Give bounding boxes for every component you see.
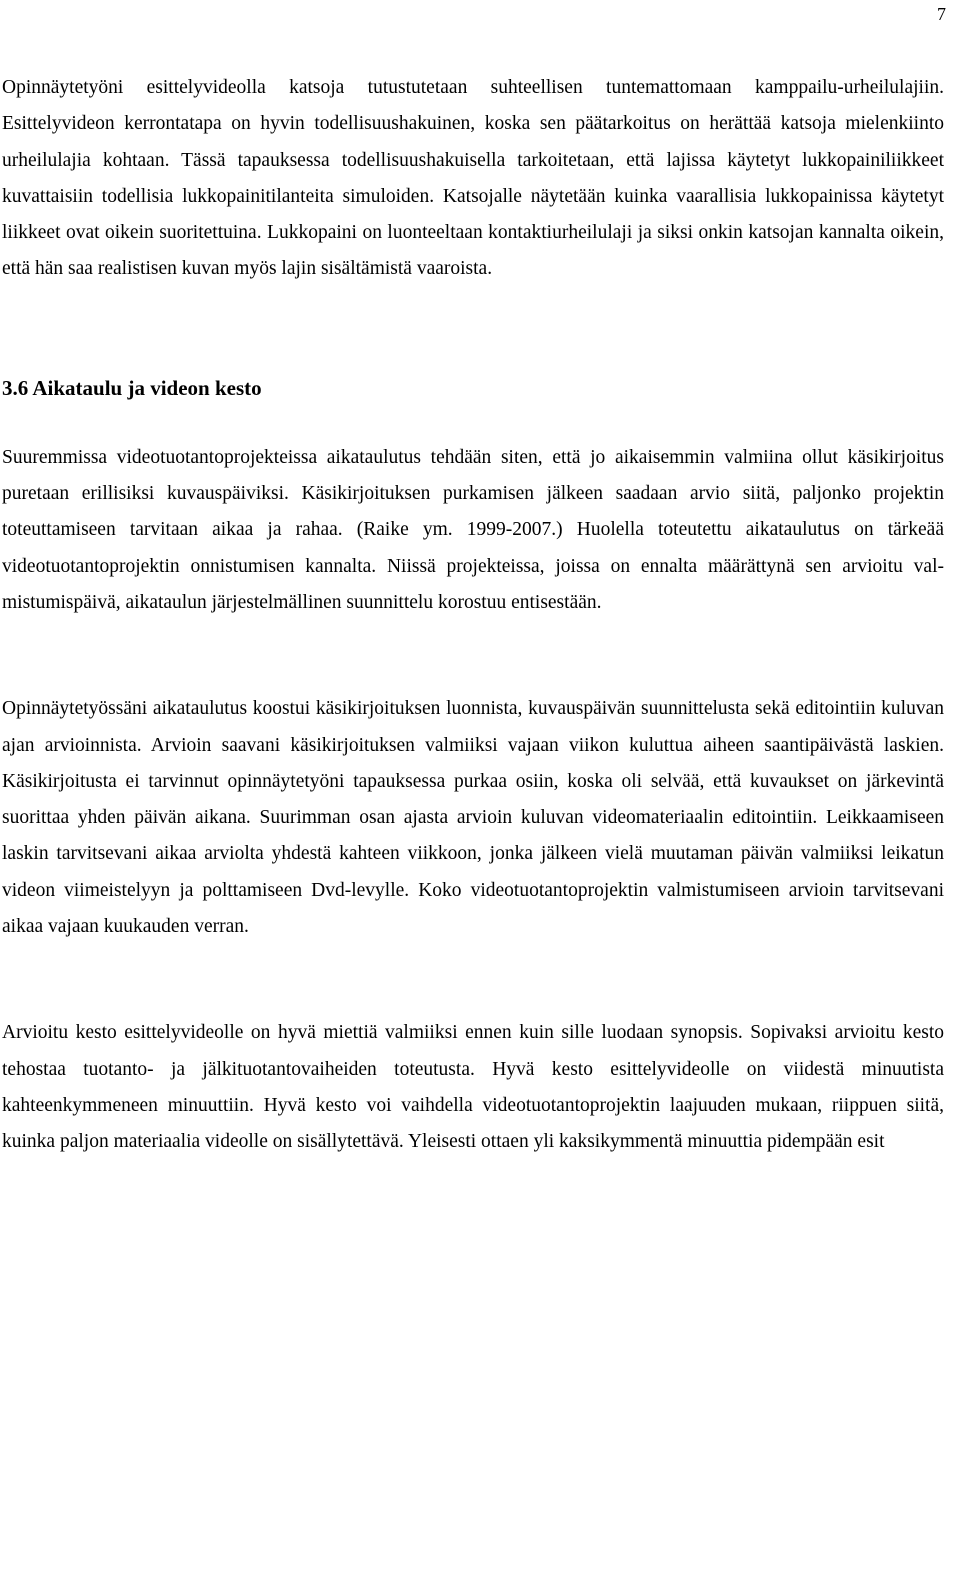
page-number: 7 [937, 4, 946, 24]
paragraph-duration: Arvioitu kesto esittelyvideolle on hyvä miettiä valmiiksi ennen kuin sille luodaan synopsis. Sopivaksi arvioitu kesto tehostaa tuotanto- ja jälkituotantovaiheiden toteutusta. Hyvä kesto esittelyvideolle on viidestä minuutista kahteenkymmeneen minuuttiin. Hyvä kesto voi vaihdella videotuotantoprojektin laajuuden mukaan, riippuen siitä, kuinka paljon materiaalia videolle on sisällytettävä. Yleisesti ottaen yli kaksikymmentä minuuttia pidempään esit [2, 1022, 944, 1153]
paragraph-intro: Opinnäytetyöni esittelyvideolla katsoja tutustutetaan suhteellisen tuntemattomaan kamppailu-urheilulajiin. Esittelyvideon kerrontatapa on hyvin todellisuushakuinen, koska sen päätarkoitus on herättää katsoja mielenkiinto urheilulajia kohtaan. Tässä tapauksessa todellisuushakuisella tarkoitetaan, että lajissa käytetyt lukkopainiliikkeet kuvattaisiin todellisia lukkopainitilanteita simuloiden. Katsojalle näytetään kuinka vaarallisia lukkopainissa käytetyt liikkeet ovat oikein suoritettuina. Lukkopaini on luonteeltaan kontaktiurheilulaji ja siksi onkin katsojan kannalta oikein, että hän saa realistisen kuvan myös lajin sisältämistä vaaroista. [2, 77, 944, 280]
paragraph-scheduling: Suuremmissa videotuotantoprojekteissa aikataulutus tehdään siten, että jo aikaisemmin valmiina ollut käsikirjoitus puretaan erillisiksi kuvauspäiviksi. Käsikirjoituksen purkamisen jälkeen saadaan arvio siitä, paljonko projektin toteuttamiseen tarvitaan aikaa ja rahaa. (Raike ym. 1999-2007.) Huolella toteutettu aikataulutus on tärkeää videotuotantoprojektin onnistumisen kannalta. Niissä projekteissa, joissa on ennalta määrättynä sen arvioitu valmistumispäivä, aikataulun järjestelmällinen suunnittelu korostuu entisestään. [2, 446, 944, 613]
paragraph-thesis-schedule: Opinnäytetyössäni aikataulutus koostui käsikirjoituksen luonnista, kuvauspäivän suunnittelusta sekä editointiin kuluvan ajan arvioinnista. Arvioin saavani käsikirjoituksen valmiiksi vajaan viikon kuluttua aiheen saantipäivästä laskien. Käsikirjoitusta ei tarvinnut opinnäytetyöni tapauksessa purkaa osiin, koska oli selvää, että kuvaukset on järkevintä suorittaa yhden päivän aikana. Suurimman osan ajasta arvioin kuluvan videomateriaalin editointiin. Leikkaamiseen laskin tarvitsevani aikaa arviolta yhdestä kahteen viikkoon, jonka jälkeen vielä muutaman päivän valmiiksi leikatun videon viimeistelyyn ja polttamiseen Dvd-levylle. Koko videotuotantoprojektin valmistumiseen arvioin tarvitsevani aikaa vajaan kuukauden verran. [2, 698, 944, 938]
section-heading: 3.6 Aikataulu ja videon kesto [2, 375, 262, 400]
document-body [2, 70, 944, 1161]
